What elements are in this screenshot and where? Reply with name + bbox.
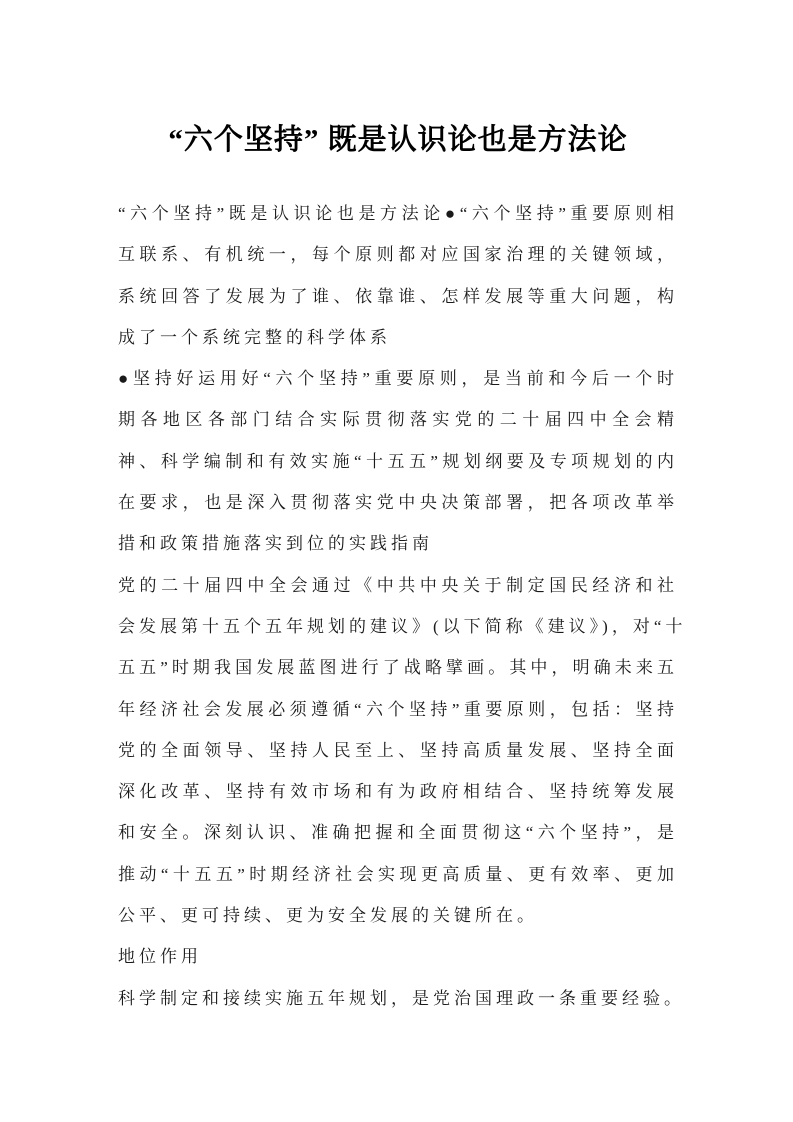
document-line: 党的全面领导、坚持人民至上、坚持高质量发展、坚持全面 [118, 740, 678, 760]
paragraph-section-heading [118, 936, 678, 977]
document-title: “六个坚持” 既是认识论也是方法论 [168, 124, 628, 156]
document-line: 年经济社会发展必须遵循“六个坚持”重要原则，包括：坚持 [118, 699, 678, 719]
document-line: 期各地区各部门结合实际贯彻落实党的二十届四中全会精 [118, 410, 678, 430]
document-line: 党的二十届四中全会通过《中共中央关于制定国民经济和社 [118, 575, 678, 595]
document-line: 神、科学编制和有效实施“十五五”规划纲要及专项规划的内 [118, 451, 678, 471]
document-line: 推动“十五五”时期经济社会实现更高质量、更有效率、更加 [118, 864, 678, 884]
document-line: 会发展第十五个五年规划的建议》(以下简称《建议》)，对“十 [118, 616, 687, 636]
document-line: 公平、更可持续、更为安全发展的关键所在。 [118, 906, 538, 926]
document-line: 和安全。深刻认识、准确把握和全面贯彻这“六个坚持”，是 [118, 823, 678, 843]
document-line: 科学制定和接续实施五年规划，是党治国理政一条重要经验。 [118, 988, 685, 1008]
document-line: 互联系、有机统一，每个原则都对应国家治理的关键领域， [118, 245, 678, 265]
document-line: 深化改革、坚持有效市场和有为政府相结合、坚持统筹发展 [118, 782, 678, 802]
paragraph [118, 978, 685, 1019]
paragraph [118, 358, 678, 564]
document-line: “六个坚持”既是认识论也是方法论●“六个坚持”重要原则相 [118, 204, 678, 223]
document-line: ●坚持好运用好“六个坚持”重要原则，是当前和今后一个时 [118, 369, 678, 389]
document-line: 措和政策措施落实到位的实践指南 [118, 534, 433, 554]
document-line: 系统回答了发展为了谁、依靠谁、怎样发展等重大问题，构 [118, 286, 678, 306]
document-line: 成了一个系统完整的科学体系 [118, 327, 391, 347]
document-line: 地位作用 [118, 947, 202, 967]
document-line: 五五”时期我国发展蓝图进行了战略擘画。其中，明确未来五 [118, 658, 678, 678]
document-line: 在要求，也是深入贯彻落实党中央决策部署，把各项改革举 [118, 493, 678, 513]
paragraph [118, 193, 678, 358]
paragraph [118, 565, 687, 937]
document-content [118, 121, 687, 1019]
